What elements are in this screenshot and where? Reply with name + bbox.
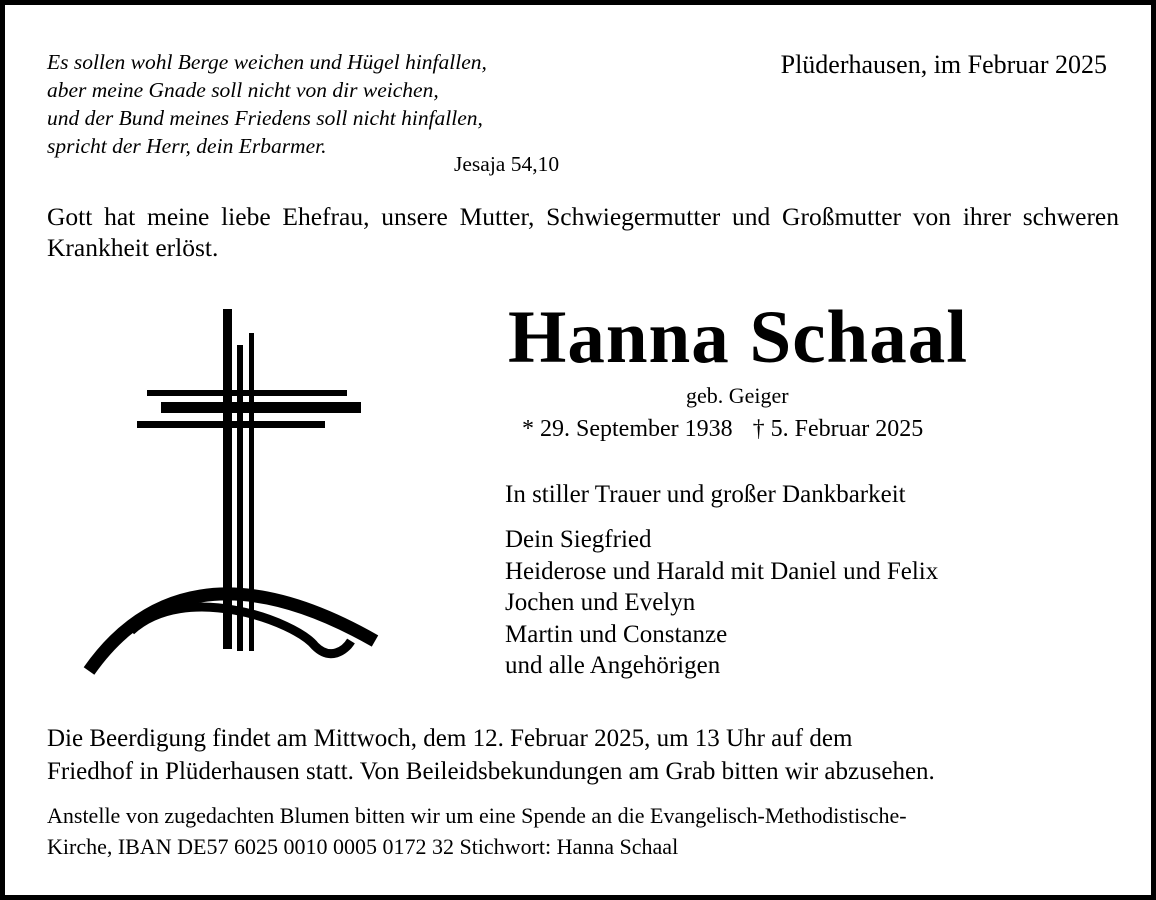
maiden-name: geb. Geiger: [686, 383, 789, 408]
signer: Jochen und Evelyn: [505, 589, 696, 616]
death-date: † 5. Februar 2025: [752, 416, 924, 442]
verse-line: aber meine Gnade soll nicht von dir weichen,: [47, 78, 439, 102]
mourning-line: In stiller Trauer und großer Dankbarkeit: [505, 481, 906, 508]
cross-beam-horizontal: [161, 402, 361, 413]
intro-text: Gott hat meine liebe Ehefrau, unsere Mutter, Schwiegermutter und Großmutter von ihrer schweren Krankheit erlöst.: [47, 202, 1119, 262]
cross-beam-horizontal: [147, 390, 347, 396]
signer: Dein Siegfried: [505, 526, 652, 553]
funeral-line: Die Beerdigung findet am Mittwoch, dem 12. Februar 2025, um 13 Uhr auf dem: [47, 725, 853, 752]
funeral-info: [47, 722, 935, 788]
bible-verse: [47, 48, 487, 160]
life-dates: [522, 416, 923, 443]
verse-reference: Jesaja 54,10: [454, 152, 560, 176]
cross-beam-horizontal: [137, 421, 325, 428]
signer: Heiderose und Harald mit Daniel und Felix: [505, 557, 939, 585]
cross-over-waves-icon: [75, 301, 395, 681]
signers-list: [505, 524, 938, 682]
donation-info: [47, 800, 907, 862]
place-and-date: Plüderhausen, im Februar 2025: [780, 50, 1107, 79]
verse-line: Es sollen wohl Berge weichen und Hügel hinfallen,: [47, 50, 487, 74]
donation-line: Anstelle von zugedachten Blumen bitten wir um eine Spende an die Evangelisch-Methodistische-: [47, 803, 907, 828]
funeral-line: Friedhof in Plüderhausen statt. Von Beileidsbekundungen am Grab bitten wir abzusehen.: [47, 758, 935, 785]
signer: und alle Angehörigen: [505, 652, 721, 679]
signer: Martin und Constanze: [505, 620, 728, 648]
verse-line: spricht der Herr, dein Erbarmer.: [47, 134, 327, 158]
birth-date: * 29. September 1938: [522, 416, 733, 442]
verse-line: und der Bund meines Friedens soll nicht hinfallen,: [47, 106, 483, 130]
deceased-name: Hanna Schaal: [508, 296, 969, 379]
donation-line: Kirche, IBAN DE57 6025 0010 0005 0172 32 Stichwort: Hanna Schaal: [47, 834, 679, 859]
cross-beam-vertical: [249, 333, 254, 651]
